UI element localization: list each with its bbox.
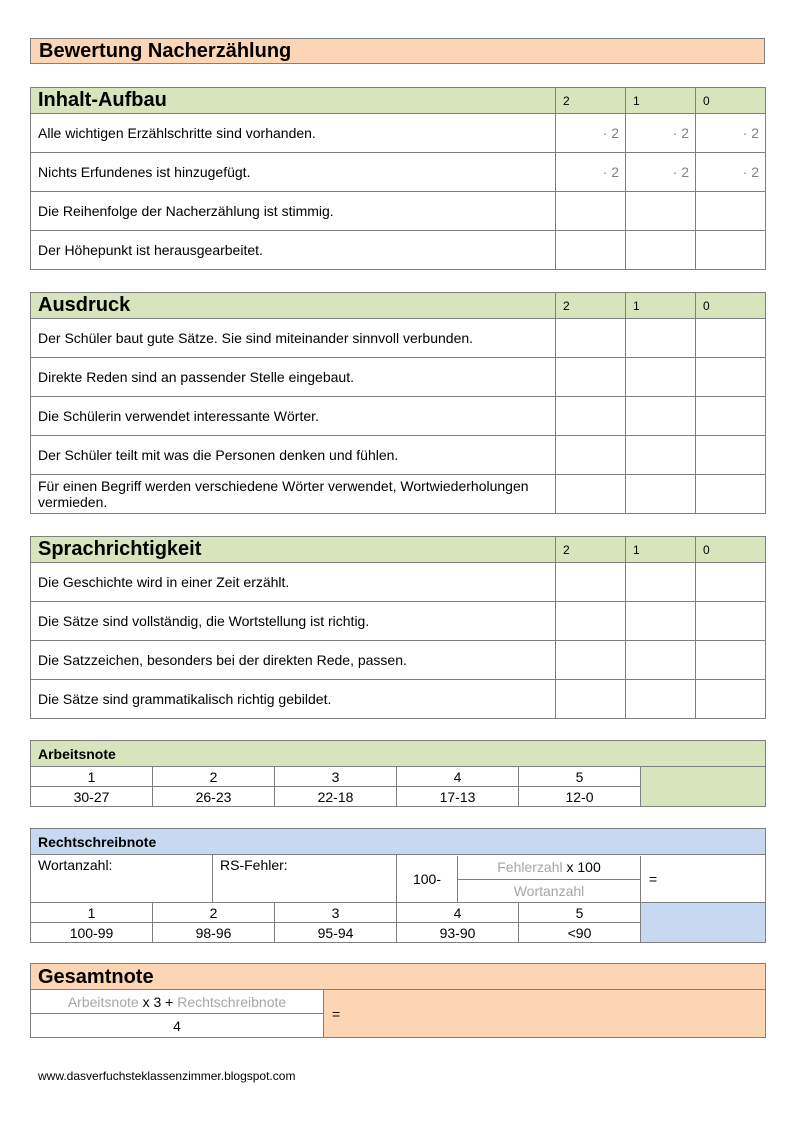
gesamtnote-title: Gesamtnote bbox=[31, 964, 766, 990]
score-cell[interactable] bbox=[626, 641, 696, 680]
grade-number: 5 bbox=[519, 903, 641, 923]
term-operator: x 3 + bbox=[142, 993, 174, 1010]
grade-number: 5 bbox=[519, 767, 641, 787]
section-title: Inhalt-Aufbau bbox=[31, 88, 556, 114]
score-cell[interactable] bbox=[556, 436, 626, 475]
grade-range: 30-27 bbox=[31, 787, 153, 807]
grade-range: 22-18 bbox=[275, 787, 397, 807]
score-cell[interactable]: · 2 bbox=[696, 153, 766, 192]
score-cell[interactable] bbox=[556, 641, 626, 680]
score-header-0: 0 bbox=[696, 537, 766, 563]
score-cell[interactable] bbox=[556, 231, 626, 270]
rs-formula-result[interactable] bbox=[641, 856, 765, 902]
equals-sign: = bbox=[649, 870, 658, 887]
criterion-row: Direkte Reden sind an passender Stelle eingebaut. bbox=[31, 358, 556, 397]
score-cell[interactable] bbox=[626, 475, 696, 514]
arbeitsnote-title: Arbeitsnote bbox=[31, 741, 766, 767]
rs-fehler-label: RS-Fehler: bbox=[220, 857, 288, 873]
score-cell[interactable] bbox=[696, 319, 766, 358]
grade-number: 3 bbox=[275, 767, 397, 787]
score-cell[interactable] bbox=[696, 436, 766, 475]
grade-range: 26-23 bbox=[153, 787, 275, 807]
formula-fraction bbox=[458, 856, 641, 902]
score-header-0: 0 bbox=[696, 293, 766, 319]
arbeitsnote-table bbox=[30, 740, 766, 807]
score-cell[interactable] bbox=[626, 397, 696, 436]
gesamtnote-numerator bbox=[31, 990, 324, 1014]
criterion-row: Nichts Erfundenes ist hinzugefügt. bbox=[31, 153, 556, 192]
score-cell[interactable]: · 2 bbox=[626, 114, 696, 153]
score-cell[interactable] bbox=[556, 475, 626, 514]
score-cell[interactable]: · 2 bbox=[696, 114, 766, 153]
grade-range: 93-90 bbox=[397, 923, 519, 943]
score-cell[interactable] bbox=[556, 319, 626, 358]
fraction-numerator-factor: x 100 bbox=[566, 858, 601, 875]
score-cell[interactable]: · 2 bbox=[556, 153, 626, 192]
score-header-1: 1 bbox=[626, 293, 696, 319]
criterion-row: Der Höhepunkt ist herausgearbeitet. bbox=[31, 231, 556, 270]
score-header-1: 1 bbox=[626, 537, 696, 563]
score-cell[interactable] bbox=[696, 475, 766, 514]
score-cell[interactable] bbox=[696, 358, 766, 397]
equals-sign: = bbox=[332, 1005, 341, 1022]
term-rechtschreibnote: Rechtschreibnote bbox=[177, 993, 287, 1010]
score-header-1: 1 bbox=[626, 88, 696, 114]
criterion-row: Für einen Begriff werden verschiedene Wörter verwendet, Wortwiederholungen vermieden. bbox=[31, 475, 556, 514]
grade-range: 100-99 bbox=[31, 923, 153, 943]
section-ausdruck bbox=[30, 292, 766, 514]
score-cell[interactable] bbox=[696, 602, 766, 641]
criterion-row: Alle wichtigen Erzählschritte sind vorhanden. bbox=[31, 114, 556, 153]
rechtschreibnote-table bbox=[30, 828, 766, 943]
score-cell[interactable] bbox=[626, 563, 696, 602]
score-cell[interactable] bbox=[626, 358, 696, 397]
score-cell[interactable] bbox=[626, 319, 696, 358]
score-cell[interactable] bbox=[556, 397, 626, 436]
formula-prefix: 100- bbox=[397, 856, 458, 902]
score-cell[interactable] bbox=[556, 680, 626, 719]
score-cell[interactable] bbox=[696, 231, 766, 270]
score-header-2: 2 bbox=[556, 88, 626, 114]
score-header-2: 2 bbox=[556, 537, 626, 563]
wortanzahl-field[interactable] bbox=[31, 855, 213, 903]
score-cell[interactable] bbox=[556, 563, 626, 602]
grade-number: 2 bbox=[153, 767, 275, 787]
rs-fehler-field[interactable] bbox=[213, 855, 397, 903]
section-title: Ausdruck bbox=[31, 293, 556, 319]
score-cell[interactable] bbox=[626, 436, 696, 475]
section-title: Sprachrichtigkeit bbox=[31, 537, 556, 563]
grade-number: 4 bbox=[397, 767, 519, 787]
score-cell[interactable]: · 2 bbox=[626, 153, 696, 192]
gesamtnote-divisor: 4 bbox=[31, 1014, 324, 1038]
score-header-2: 2 bbox=[556, 293, 626, 319]
grade-range: 17-13 bbox=[397, 787, 519, 807]
score-cell[interactable] bbox=[626, 231, 696, 270]
rechtschreibnote-title: Rechtschreibnote bbox=[31, 829, 766, 855]
score-cell[interactable] bbox=[626, 602, 696, 641]
grade-number: 4 bbox=[397, 903, 519, 923]
grade-number: 3 bbox=[275, 903, 397, 923]
grade-range: 12-0 bbox=[519, 787, 641, 807]
footer-url: www.dasverfuchsteklassenzimmer.blogspot.com bbox=[38, 1069, 296, 1083]
score-cell[interactable] bbox=[626, 192, 696, 231]
score-cell[interactable] bbox=[696, 641, 766, 680]
score-cell[interactable] bbox=[556, 602, 626, 641]
fraction-denominator: Wortanzahl bbox=[513, 882, 585, 899]
score-header-0: 0 bbox=[696, 88, 766, 114]
term-arbeitsnote: Arbeitsnote bbox=[67, 993, 139, 1010]
criterion-row: Die Reihenfolge der Nacherzählung ist stimmig. bbox=[31, 192, 556, 231]
grade-number: 2 bbox=[153, 903, 275, 923]
score-cell[interactable] bbox=[556, 358, 626, 397]
score-cell[interactable]: · 2 bbox=[556, 114, 626, 153]
score-cell[interactable] bbox=[696, 192, 766, 231]
section-sprachrichtigkeit bbox=[30, 536, 766, 719]
fraction-numerator-label: Fehlerzahl bbox=[497, 858, 563, 875]
grade-range: <90 bbox=[519, 923, 641, 943]
rechtschreibnote-result-cell[interactable] bbox=[641, 903, 766, 943]
grade-range: 95-94 bbox=[275, 923, 397, 943]
criterion-row: Die Sätze sind vollständig, die Wortstellung ist richtig. bbox=[31, 602, 556, 641]
rs-formula-cell bbox=[397, 855, 766, 903]
gesamtnote-table bbox=[30, 963, 766, 1038]
criterion-row: Die Schülerin verwendet interessante Wörter. bbox=[31, 397, 556, 436]
criterion-row: Die Satzzeichen, besonders bei der direkten Rede, passen. bbox=[31, 641, 556, 680]
criterion-row: Der Schüler baut gute Sätze. Sie sind miteinander sinnvoll verbunden. bbox=[31, 319, 556, 358]
criterion-row: Der Schüler teilt mit was die Personen denken und fühlen. bbox=[31, 436, 556, 475]
criterion-row: Die Sätze sind grammatikalisch richtig gebildet. bbox=[31, 680, 556, 719]
score-cell[interactable] bbox=[696, 680, 766, 719]
gesamtnote-result-cell[interactable] bbox=[324, 990, 766, 1038]
section-inhalt-aufbau bbox=[30, 87, 766, 270]
score-cell[interactable] bbox=[626, 680, 696, 719]
wortanzahl-label: Wortanzahl: bbox=[38, 857, 113, 873]
score-cell[interactable] bbox=[556, 192, 626, 231]
criterion-row: Die Geschichte wird in einer Zeit erzählt. bbox=[31, 563, 556, 602]
arbeitsnote-result-cell[interactable] bbox=[641, 767, 766, 807]
score-cell[interactable] bbox=[696, 397, 766, 436]
grade-range: 98-96 bbox=[153, 923, 275, 943]
score-cell[interactable] bbox=[696, 563, 766, 602]
page-title: Bewertung Nacherzählung bbox=[30, 38, 765, 64]
grade-number: 1 bbox=[31, 903, 153, 923]
grade-number: 1 bbox=[31, 767, 153, 787]
